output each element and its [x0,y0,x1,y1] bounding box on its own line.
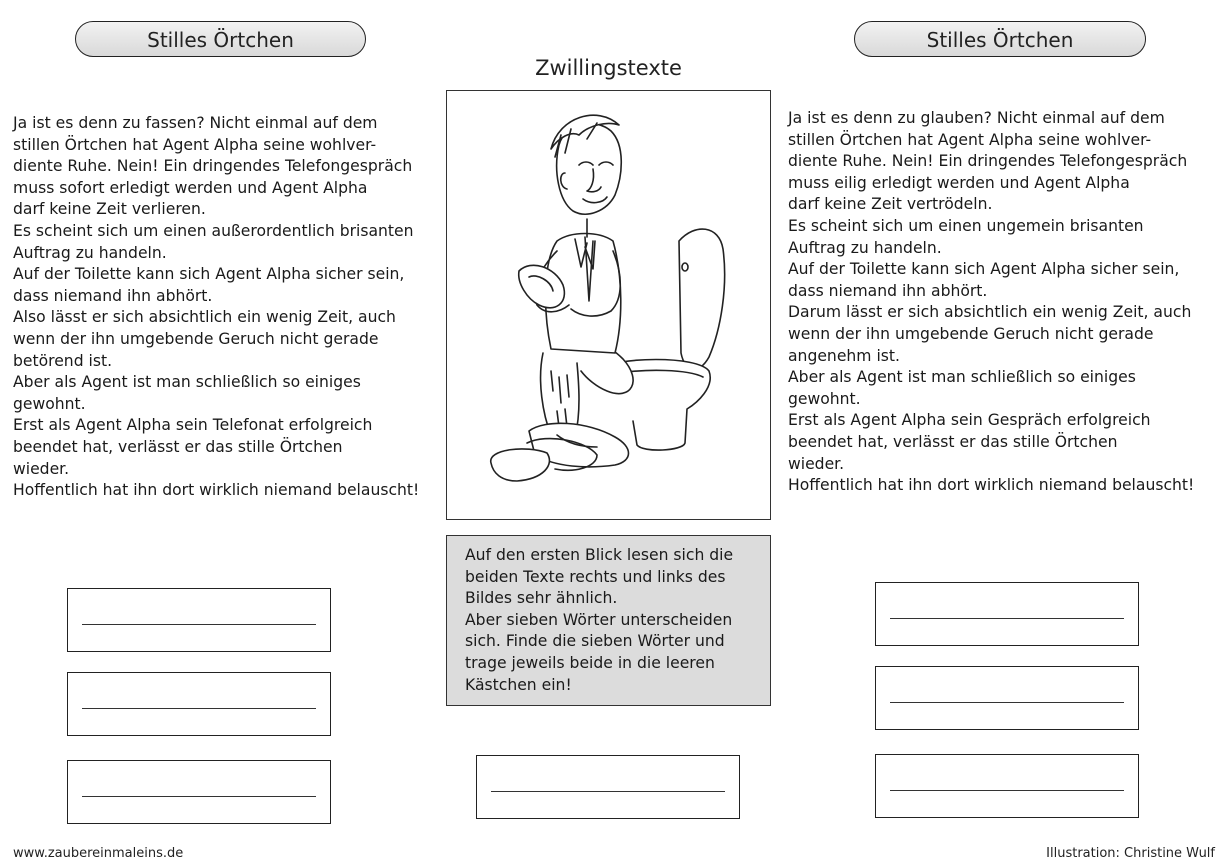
text-line: wenn der ihn umgebende Geruch nicht gerade [13,329,379,348]
text-line: darf keine Zeit vertrödeln. [788,195,993,214]
instruction-line: Aber sieben Wörter unterscheiden [465,610,733,629]
text-line: wieder. [13,459,70,478]
answer-box-right-1[interactable] [875,582,1139,646]
agent-illustration [446,90,771,520]
text-line: beendet hat, verlässt er das stille Örtchen [13,437,343,456]
answer-box-left-3[interactable] [67,760,331,824]
text-line: diente Ruhe. Nein! Ein dringendes Telefongespräch [13,157,413,176]
instruction-line: Kästchen ein! [465,675,572,694]
left-story-text [13,113,419,502]
text-line: Erst als Agent Alpha sein Telefonat erfolgreich [13,416,373,435]
text-line: Darum lässt er sich absichtlich ein wenig Zeit, auch [788,303,1192,322]
instruction-line: trage jeweils beide in die leeren [465,653,715,672]
instruction-line: Bildes sehr ähnlich. [465,589,618,608]
text-line: Auf der Toilette kann sich Agent Alpha sicher sein, [788,260,1180,279]
instruction-line: beiden Texte rechts und links des [465,567,726,586]
text-line: dass niemand ihn abhört. [788,281,988,300]
text-line: betörend ist. [13,351,113,370]
answer-box-center[interactable] [476,755,740,819]
text-line: gewohnt. [788,389,861,408]
text-line: dass niemand ihn abhört. [13,286,213,305]
answer-line [491,791,725,792]
text-line: Es scheint sich um einen ungemein brisanten [788,216,1144,235]
instruction-line: sich. Finde die sieben Wörter und [465,632,725,651]
text-line: Ja ist es denn zu glauben? Nicht einmal auf dem [788,109,1165,127]
answer-line [890,790,1124,791]
right-story-text [788,108,1194,497]
answer-line [890,702,1124,703]
instruction-line: Auf den ersten Blick lesen sich die [465,546,734,564]
answer-box-right-3[interactable] [875,754,1139,818]
right-header-pill: Stilles Örtchen [854,21,1146,57]
text-line: muss sofort erledigt werden und Agent Alpha [13,178,368,197]
text-line: beendet hat, verlässt er das stille Örtchen [788,432,1118,451]
answer-box-left-2[interactable] [67,672,331,736]
footer-illustration-credit: Illustration: Christine Wulf [1046,846,1215,861]
answer-box-right-2[interactable] [875,666,1139,730]
text-line: stillen Örtchen hat Agent Alpha seine wohlver- [13,135,377,154]
footer-website: www.zaubereinmaleins.de [13,846,184,861]
answer-line [890,618,1124,619]
text-line: Es scheint sich um einen außerordentlich brisanten [13,221,414,240]
text-line: wenn der ihn umgebende Geruch nicht gerade [788,324,1154,343]
answer-line [82,796,316,797]
text-line: diente Ruhe. Nein! Ein dringendes Telefongespräch [788,152,1188,171]
answer-line [82,624,316,625]
text-line: muss eilig erledigt werden und Agent Alpha [788,173,1130,192]
text-line: Aber als Agent ist man schließlich so einiges [788,368,1136,387]
text-line: gewohnt. [13,394,86,413]
text-line: Erst als Agent Alpha sein Gespräch erfolgreich [788,411,1151,430]
answer-line [82,708,316,709]
text-line: darf keine Zeit verlieren. [13,200,206,219]
text-line: Also lässt er sich absichtlich ein wenig Zeit, auch [13,308,396,327]
text-line: Hoffentlich hat ihn dort wirklich niemand belauscht! [13,481,420,500]
text-line: Auf der Toilette kann sich Agent Alpha sicher sein, [13,265,405,284]
left-header-pill: Stilles Örtchen [75,21,366,57]
text-line: Hoffentlich hat ihn dort wirklich niemand belauscht! [788,476,1195,495]
text-line: Auftrag zu handeln. [13,243,167,262]
instruction-box [446,535,771,706]
text-line: wieder. [788,454,845,473]
page-title: Zwillingstexte [535,56,682,80]
text-line: Aber als Agent ist man schließlich so einiges [13,373,361,392]
text-line: stillen Örtchen hat Agent Alpha seine wohlver- [788,130,1152,149]
answer-box-left-1[interactable] [67,588,331,652]
text-line: Ja ist es denn zu fassen? Nicht einmal auf dem [13,114,378,132]
text-line: angenehm ist. [788,346,900,365]
text-line: Auftrag zu handeln. [788,238,942,257]
